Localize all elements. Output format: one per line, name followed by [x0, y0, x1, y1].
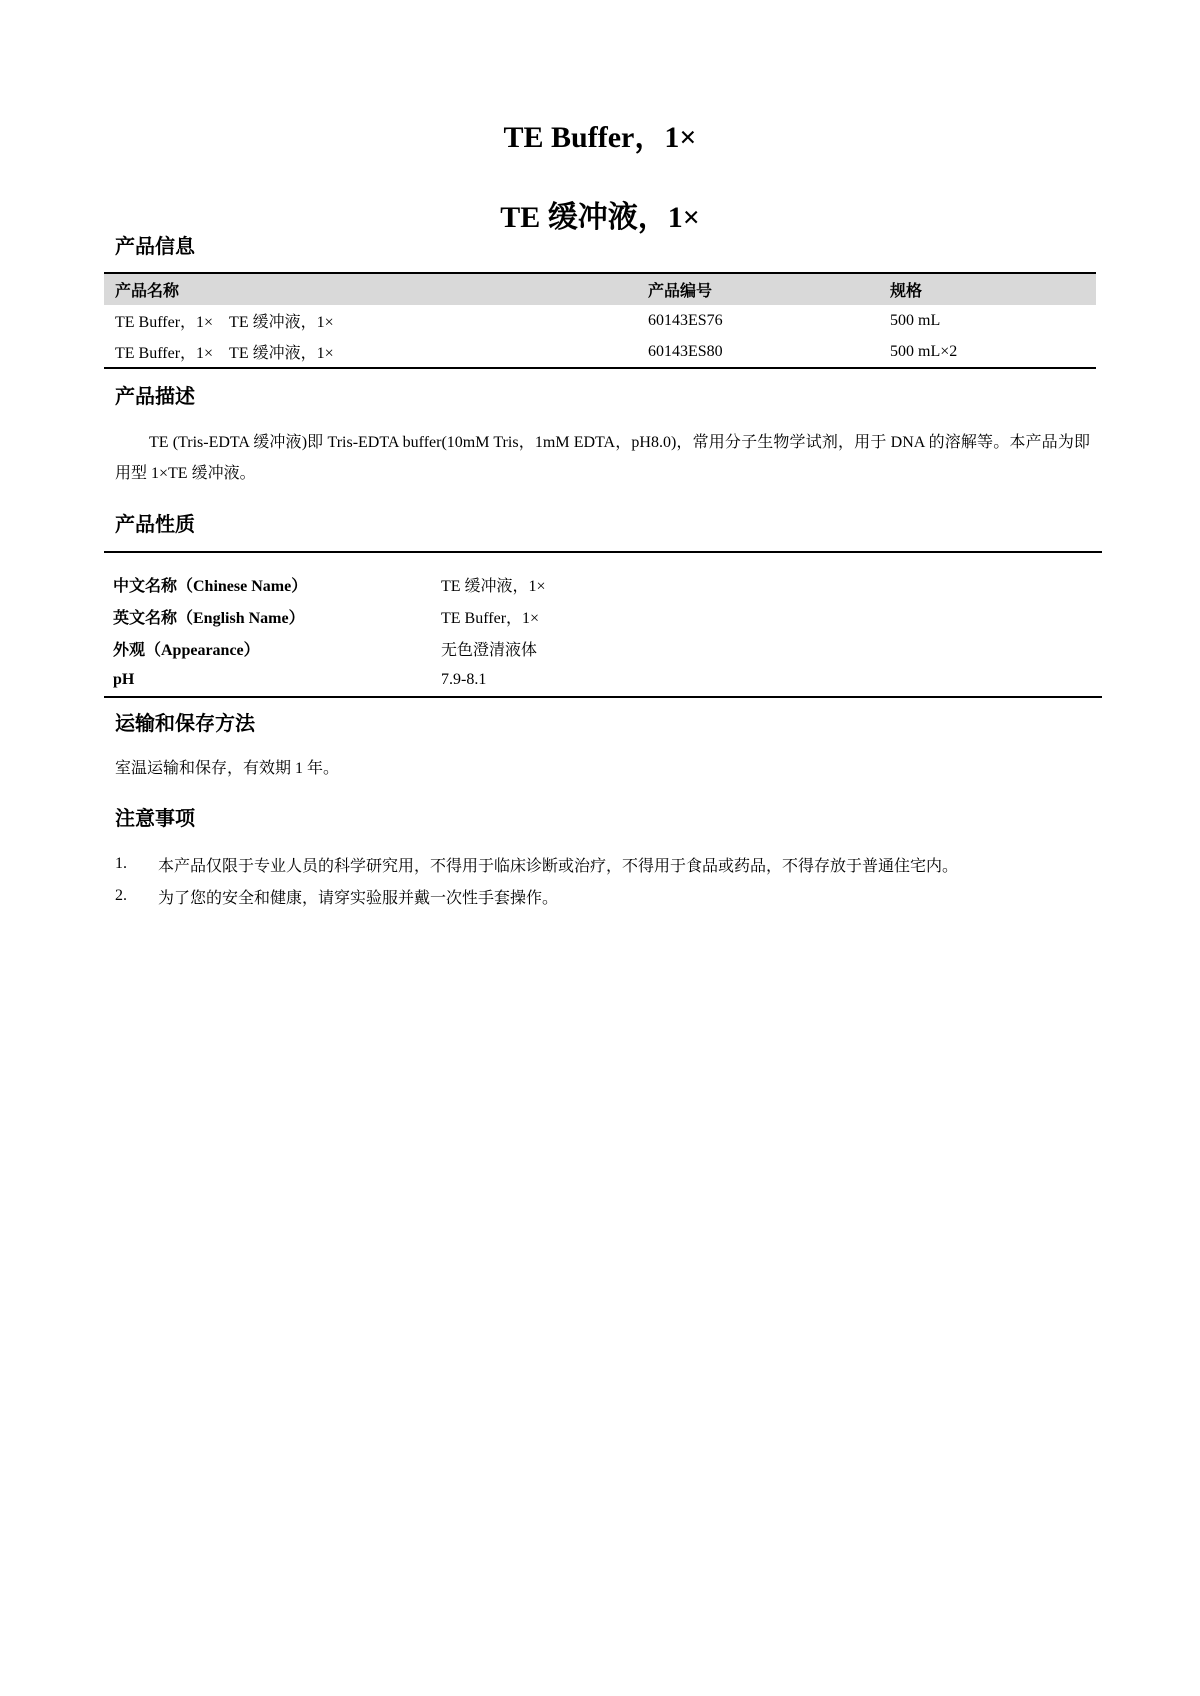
- property-key: 中文名称（Chinese Name）: [113, 577, 308, 595]
- property-value: 7.9-8.1: [441, 671, 487, 688]
- property-row: [104, 600, 1102, 632]
- property-row: [104, 664, 1102, 696]
- description-paragraph: [115, 427, 1090, 489]
- table-row: [104, 305, 1096, 336]
- product-info-heading: 产品信息: [115, 236, 195, 258]
- property-value: 无色澄清液体: [441, 641, 538, 659]
- description-text: TE (Tris-EDTA 缓冲液)即 Tris-EDTA buffer(10mM Tris，1mM EDTA，pH8.0)，常用分子生物学试剂，用于 DNA 的溶解等。本产品为即用型 1×TE 缓冲液。: [115, 434, 1090, 482]
- property-row: [104, 568, 1102, 600]
- table-bottom-rule: [104, 696, 1102, 698]
- property-value: TE 缓冲液，1×: [441, 577, 546, 595]
- property-value: TE Buffer，1×: [441, 609, 540, 627]
- note-text: 为了您的安全和健康，请穿实验服并戴一次性手套操作。: [158, 889, 559, 907]
- description-heading: 产品描述: [115, 386, 195, 408]
- note-number: 2.: [115, 887, 127, 904]
- notes-heading: 注意事项: [115, 808, 195, 830]
- title-english: TE Buffer，1×: [503, 121, 697, 154]
- product-name-cell: TE Buffer，1× TE 缓冲液，1×: [115, 314, 334, 331]
- note-text: 本产品仅限于专业人员的科学研究用，不得用于临床诊断或治疗，不得用于食品或药品，不得存放于普通住宅内。: [158, 857, 959, 875]
- property-key: 英文名称（English Name）: [113, 609, 305, 627]
- table-row: [104, 336, 1096, 367]
- notes-list: [115, 848, 1105, 912]
- list-item: [115, 848, 1105, 880]
- table-bottom-rule: [104, 367, 1096, 369]
- column-header-code: 产品编号: [648, 283, 713, 300]
- product-spec-cell: 500 mL: [890, 311, 941, 329]
- title-chinese: TE 缓冲液，1×: [500, 201, 700, 234]
- storage-heading: 运输和保存方法: [115, 713, 255, 735]
- storage-text: 室温运输和保存，有效期 1 年。: [115, 760, 340, 777]
- product-code-cell: 60143ES80: [648, 342, 723, 360]
- table-header-row: [104, 274, 1096, 305]
- properties-heading: 产品性质: [115, 514, 195, 536]
- product-name-cell: TE Buffer，1× TE 缓冲液，1×: [115, 345, 334, 362]
- product-code-cell: 60143ES76: [648, 311, 723, 329]
- product-spec-cell: 500 mL×2: [890, 342, 958, 360]
- column-header-spec: 规格: [890, 283, 923, 300]
- product-info-table: [104, 272, 1096, 369]
- column-header-name: 产品名称: [115, 283, 180, 300]
- list-item: [115, 880, 1105, 912]
- property-key: pH: [113, 671, 135, 688]
- properties-table: [104, 551, 1102, 698]
- property-key: 外观（Appearance）: [113, 641, 260, 659]
- property-row: [104, 632, 1102, 664]
- note-number: 1.: [115, 855, 127, 872]
